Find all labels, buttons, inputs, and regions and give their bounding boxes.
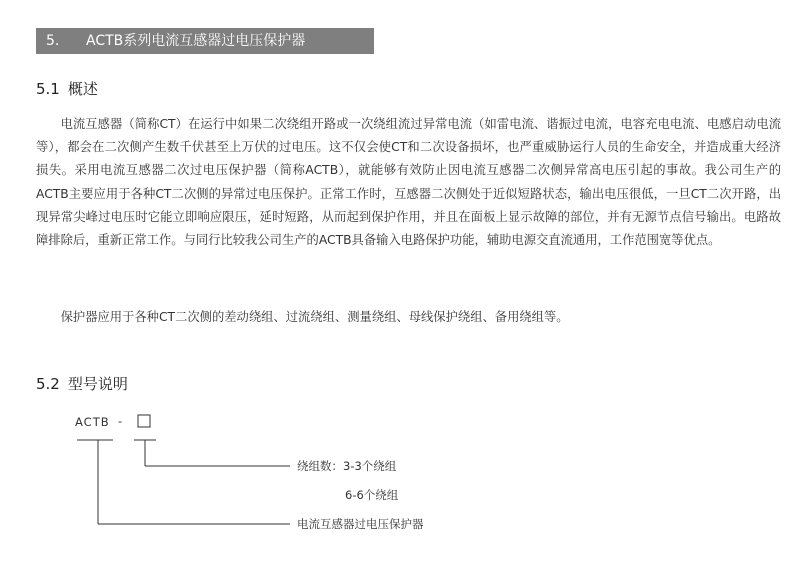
model-number: 5.2 [36,375,60,393]
winding-box [138,415,150,427]
section-number: 5. [46,33,60,49]
overview-paragraph-1: 电流互感器（简称CT）在运行中如果二次绕组开路或一次绕组流过异常电流（如雷电流、谐振过电流，电容充电电流、电感启动电流等），都会在二次侧产生数千伏甚至上万伏的过电压。这不仅会使CT和二次设备损坏，也严重威胁运行人员的生命安全，并造成重大经济损失。采用电流互感器二次过电压保护器（简称ACTB），就能够有效防止因电流互感器二次侧异常高电压引起的事故。我公司生产的ACTB主要应用于各种CT二次侧的异常过电压保护。正常工作时，互感器二次侧处于近似短路状态，输出电压很低，一旦CT二次开路，出现异常尖峰过电压时它能立即响应限压，延时短路，从而起到保护作用，并且在面板上显示故障的部位，并有无源节点信号输出。电路故障排除后，重新正常工作。与同行比较我公司生产的ACTB具备输入电路保护功能，辅助电源交直流通用，工作范围宽等优点。 [36,117,781,248]
model-title: 型号说明 [67,375,128,393]
winding-option-2: 6-6个绕组 [345,488,399,502]
overview-paragraph-2: 保护器应用于各种CT二次侧的差动绕组、过流绕组、测量绕组、母线保护绕组、备用绕组等。 [60,310,569,324]
model-dash: - [118,414,123,428]
overview-number: 5.1 [36,80,60,98]
section-title: ACTB系列电流互感器过电压保护器 [86,33,306,49]
overview-title: 概述 [67,80,98,98]
model-code: ACTB [75,415,110,429]
product-label: 电流互感器过电压保护器 [297,517,424,531]
winding-label: 绕组数：3-3个绕组 [297,459,397,473]
